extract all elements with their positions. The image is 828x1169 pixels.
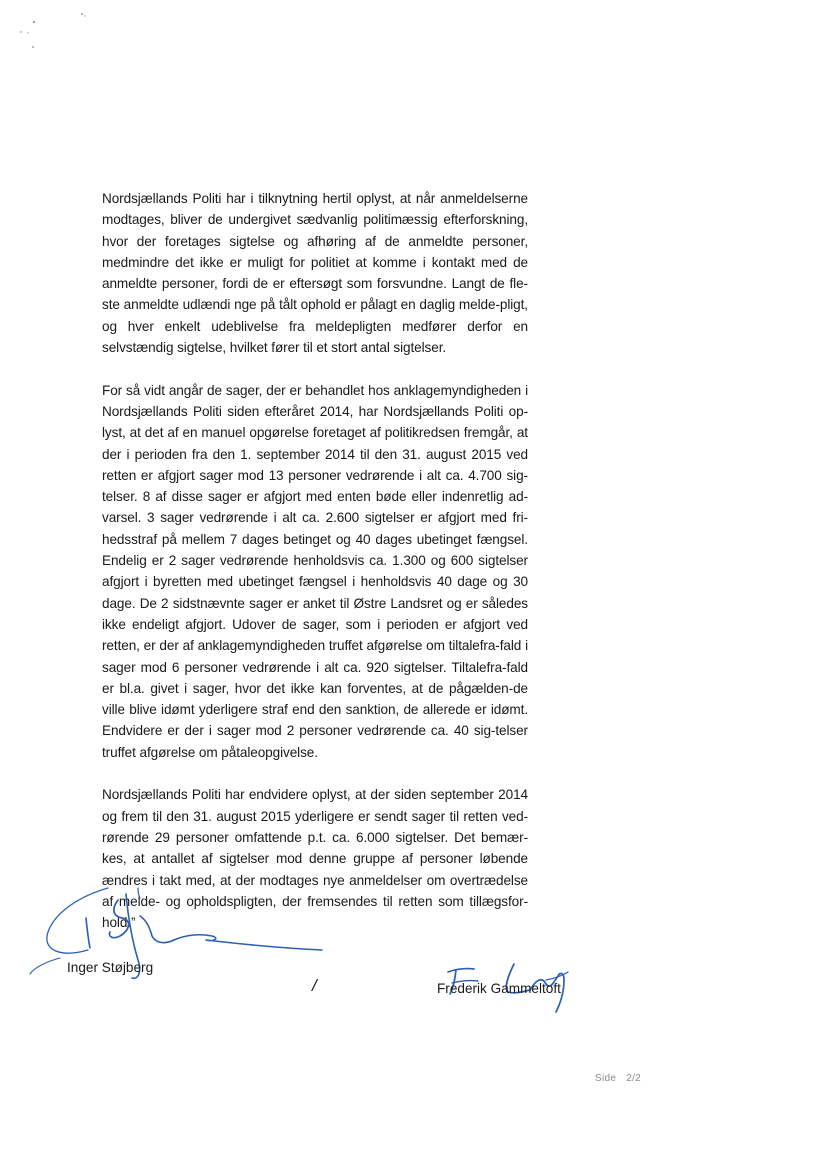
letter-body	[102, 188, 528, 933]
signature-block	[0, 880, 828, 1020]
scan-specks	[0, 0, 120, 80]
paragraph-police-investigation: Nordsjællands Politi har i tilknytning hertil oplyst, at når anmeldelserne modtages, bliver de undergivet sædvanlig politimæssig efterforskning, hvor der foretages sigtelse og afhøring af de anmeldte personer, medmindre det ikke er muligt for politiet at komme i kontakt med de anmeldte personer, fordi de er eftersøgt som forsvundne. Langt de fle-ste anmeldte udlændi nge på tålt ophold er pålagt en daglig melde-pligt, og hver enkelt udeblivelse fra meldepligten medfører derfor en selvstændig sigtelse, hvilket fører til et stort antal sigtelser.	[102, 191, 528, 356]
paragraph-pending-cases: Nordsjællands Politi har endvidere oplyst, at der siden september 2014 og frem til den 31. august 2015 yderligere er sendt sager til retten ved-rørende 29 personer omfattende p.t. ca. 6.000 sigtelser. Det bemær-kes, at antallet af sigtelser mod denne gruppe af personer løbende ændres i takt med, at der modtages nye anmeldelser om overtrædelse af melde- og opholdspligten, der fremsendes til retten som tillægsfor-hold.”	[102, 787, 528, 931]
paragraph-case-statistics: For så vidt angår de sager, der er behandlet hos anklagemyndigheden i Nordsjællands Politi siden efteråret 2014, har Nordsjællands Politi op-lyst, at det af en manuel opgørelse foretaget af politikredsen fremgår, at der i perioden fra den 1. september 2014 til den 31. august 2015 ved retten er afgjort sager mod 13 personer vedrørende i alt ca. 4.700 sig-telser. 8 af disse sager er afgjort med enten bøde eller indenretlig ad-varsel. 3 sager vedrørende i alt ca. 2.600 sigtelser er afgjort med fri-hedsstraf på mellem 7 dages betinget og 40 dages ubetinget fængsel. Endelig er 2 sager vedrørende henholdsvis ca. 1.300 og 600 sigtelser afgjort i byretten med ubetinget fængsel i henholdsvis 40 dage og 30 dage. De 2 sidstnævnte sager er anket til Østre Landsret og er således ikke endeligt afgjort. Udover de sager, som i perioden er afgjort ved retten, er der af anklagemyndigheden truffet afgørelse om tiltalefra-fald i sager mod 6 personer vedrørende i alt ca. 920 sigtelser. Tiltalefra-fald er bl.a. givet i sager, hvor det ikke kan forventes, at de pågælden-de ville blive idømt yderligere straf end den sanktion, de allerede er idømt. Endvidere er der i sager mod 2 personer vedrørende ca. 40 sig-telser truffet afgørelse om påtaleopgivelse.	[102, 382, 528, 760]
signature-separator: /	[312, 976, 317, 995]
page-number	[595, 1073, 641, 1084]
handwritten-signatures	[0, 880, 828, 1020]
page-label: Side	[595, 1073, 617, 1084]
signer-name-inger-stojberg: Inger Støjberg	[67, 960, 154, 975]
page-value: 2/2	[626, 1073, 642, 1084]
signer-name-frederik-gammeltoft: Frederik Gammeltoft	[437, 981, 561, 996]
